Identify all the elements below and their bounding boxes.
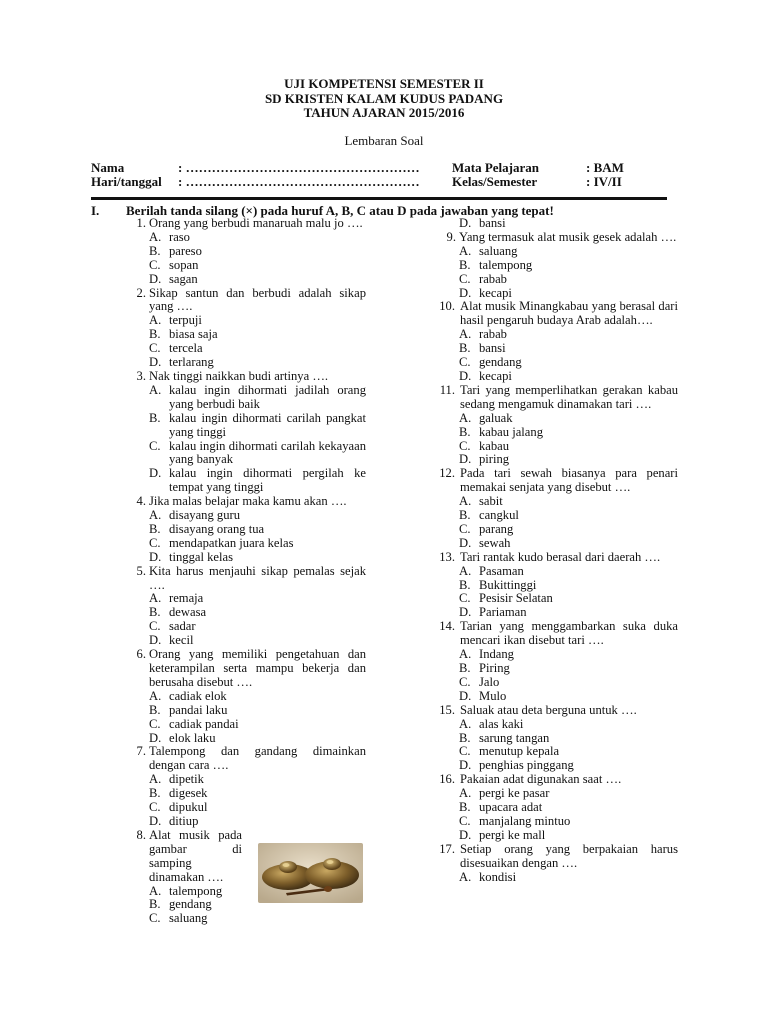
- option-letter: A.: [149, 382, 162, 397]
- question-text: Setiap orang yang berpakaian harus disesuaikan dengan ….: [460, 841, 678, 870]
- option[interactable]: [459, 648, 678, 662]
- section-instruction: Berilah tanda silang (×) pada huruf A, B, C atau D pada jawaban yang tepat!: [126, 203, 554, 218]
- hari-tanggal-label: Hari/tanggal: [91, 174, 162, 189]
- option-letter: A.: [459, 494, 472, 509]
- option-letter: C.: [459, 591, 471, 606]
- option[interactable]: [459, 342, 678, 356]
- question-text: Sikap santun dan berbudi adalah sikap yang ….: [149, 285, 366, 314]
- option[interactable]: [459, 509, 678, 523]
- option-text: pareso: [169, 243, 202, 258]
- option-letter: C.: [149, 800, 161, 815]
- option-text: saluang: [479, 243, 518, 258]
- option-text: kondisi: [479, 869, 517, 884]
- option[interactable]: [459, 606, 678, 620]
- option-letter: B.: [459, 257, 471, 272]
- option[interactable]: [459, 871, 678, 885]
- option-text: dipukul: [169, 800, 208, 815]
- option-letter: B.: [149, 702, 161, 717]
- option[interactable]: [149, 732, 366, 746]
- option[interactable]: [149, 273, 366, 287]
- option[interactable]: [459, 453, 678, 467]
- kelas-semester-value: : IV/II: [586, 174, 622, 189]
- option-letter: C.: [149, 257, 161, 272]
- option-letter: C.: [459, 355, 471, 370]
- question-number: 15.: [439, 702, 455, 717]
- option-letter: A.: [459, 716, 472, 731]
- option-letter: A.: [459, 563, 472, 578]
- option[interactable]: [459, 259, 678, 273]
- question-12: [436, 467, 678, 495]
- option[interactable]: [459, 815, 678, 829]
- option-text: talempong: [479, 257, 533, 272]
- option-text: kecapi: [479, 368, 512, 383]
- option-letter: D.: [149, 271, 162, 286]
- option-letter: A.: [459, 786, 472, 801]
- option[interactable]: [459, 759, 678, 773]
- option-text: talempong: [169, 883, 223, 898]
- question-4: [126, 495, 366, 509]
- option[interactable]: [149, 342, 366, 356]
- question-13: [436, 551, 678, 565]
- option-text: remaja: [169, 591, 204, 606]
- option[interactable]: [149, 231, 366, 245]
- option-letter: D.: [459, 216, 472, 230]
- question-number: 13.: [439, 549, 455, 564]
- option-text: pergi ke pasar: [479, 786, 550, 801]
- option-letter: A.: [459, 243, 472, 258]
- question-number: 4.: [136, 494, 146, 509]
- option-letter: A.: [149, 508, 162, 523]
- option-text: Bukittinggi: [479, 577, 537, 592]
- option[interactable]: [459, 217, 678, 231]
- option-letter: C.: [149, 911, 161, 926]
- option-letter: A.: [459, 410, 472, 425]
- option-text: biasa saja: [169, 327, 218, 342]
- option[interactable]: [149, 718, 366, 732]
- question-number: 3.: [136, 368, 146, 383]
- option-text: sagan: [169, 271, 198, 286]
- option[interactable]: [149, 467, 366, 495]
- option-letter: C.: [459, 438, 471, 453]
- option[interactable]: [149, 412, 366, 440]
- option-text: ditiup: [169, 813, 199, 828]
- question-number: 7.: [136, 744, 146, 759]
- option[interactable]: [149, 314, 366, 328]
- option-letter: A.: [149, 591, 162, 606]
- option-letter: A.: [149, 229, 162, 244]
- option-text: parang: [479, 521, 514, 536]
- option[interactable]: [149, 551, 366, 565]
- option-text: terlarang: [169, 355, 214, 370]
- option-text: piring: [479, 452, 510, 467]
- mata-pelajaran-value: : BAM: [586, 160, 624, 175]
- question-text: Pakaian adat digunakan saat ….: [460, 772, 622, 787]
- option-text: gendang: [169, 897, 212, 912]
- option-text: kalau ingin dihormati carilah kekayaan yang banyak: [169, 438, 366, 467]
- option[interactable]: [459, 690, 678, 704]
- option-text: Pesisir Selatan: [479, 591, 553, 606]
- question-6: [126, 648, 366, 690]
- option[interactable]: [149, 634, 366, 648]
- option[interactable]: [149, 773, 366, 787]
- option-text: kalau ingin dihormati pergilah ke tempat yang tinggi: [169, 466, 366, 495]
- option[interactable]: [459, 662, 678, 676]
- question-text: Kita harus menjauhi sikap pemalas sejak ….: [149, 563, 366, 592]
- option-letter: D.: [149, 730, 162, 745]
- question-number: 16.: [439, 772, 455, 787]
- option[interactable]: [149, 801, 366, 815]
- option-letter: B.: [459, 577, 471, 592]
- question-number: 10.: [439, 299, 455, 314]
- option[interactable]: [459, 579, 678, 593]
- option[interactable]: [459, 426, 678, 440]
- question-text: Talempong dan gandang dimainkan dengan cara ….: [149, 744, 366, 773]
- question-number: 5.: [136, 563, 146, 578]
- question-number: 14.: [439, 619, 455, 634]
- option-text: penghias pinggang: [479, 758, 574, 773]
- option-letter: A.: [149, 688, 162, 703]
- option-letter: D.: [459, 827, 472, 842]
- option-letter: A.: [149, 313, 162, 328]
- option[interactable]: [459, 592, 678, 606]
- option-text: Jalo: [479, 674, 500, 689]
- option-letter: B.: [149, 605, 161, 620]
- question-text: Tarian yang menggambarkan suka duka mencari ikan disebut tari ….: [460, 619, 678, 648]
- option-text: bansi: [479, 216, 506, 230]
- option-text: digesek: [169, 786, 208, 801]
- option[interactable]: [459, 732, 678, 746]
- mata-pelajaran-label: Mata Pelajaran: [452, 160, 540, 175]
- question-text: Yang termasuk alat musik gesek adalah ….: [459, 229, 677, 244]
- option[interactable]: [459, 287, 678, 301]
- question-5: [126, 565, 366, 593]
- option[interactable]: [149, 259, 366, 273]
- option[interactable]: [149, 328, 366, 342]
- option-text: cadiak elok: [169, 688, 227, 703]
- question-text: Alat musik Minangkabau yang berasal dari hasil pengaruh budaya Arab adalah….: [460, 299, 678, 328]
- question-text: Nak tinggi naikkan budi artinya ….: [149, 368, 329, 383]
- option[interactable]: [459, 787, 678, 801]
- option-letter: B.: [149, 243, 161, 258]
- option[interactable]: [459, 718, 678, 732]
- option[interactable]: [149, 245, 366, 259]
- option-text: pandai laku: [169, 702, 228, 717]
- option-text: terpuji: [169, 313, 202, 328]
- option[interactable]: [149, 690, 366, 704]
- question-14: [436, 620, 678, 648]
- option-letter: B.: [149, 327, 161, 342]
- option-text: Mulo: [479, 688, 507, 703]
- header-divider: [91, 197, 667, 200]
- hari-tanggal-field[interactable]: : ………………………………………………: [178, 174, 420, 189]
- exam-header: [0, 77, 768, 121]
- academic-year: TAHUN AJARAN 2015/2016: [303, 105, 465, 120]
- option-letter: B.: [459, 800, 471, 815]
- question-3: [126, 370, 366, 384]
- question-text: Orang yang memiliki pengetahuan dan keterampilan serta mampu bekerja dan berusaha disebut ….: [149, 647, 366, 689]
- option-text: kecil: [169, 633, 194, 648]
- option-letter: B.: [459, 424, 471, 439]
- option-text: menutup kepala: [479, 744, 560, 759]
- option-letter: C.: [459, 674, 471, 689]
- option[interactable]: [459, 829, 678, 843]
- option-letter: C.: [149, 341, 161, 356]
- question-number: 6.: [136, 647, 146, 662]
- option-text: upacara adat: [479, 800, 543, 815]
- question-text: Orang yang berbudi manaruah malu jo ….: [149, 216, 363, 230]
- option-letter: D.: [149, 813, 162, 828]
- option-text: tercela: [169, 341, 203, 356]
- option-letter: A.: [459, 327, 472, 342]
- option-text: disayang guru: [169, 508, 240, 523]
- option-letter: C.: [149, 535, 161, 550]
- question-text: Tari rantak kudo berasal dari daerah ….: [460, 549, 661, 564]
- option[interactable]: [459, 676, 678, 690]
- option-text: sewah: [479, 535, 511, 550]
- left-column: [126, 217, 366, 926]
- option[interactable]: [149, 606, 366, 620]
- question-10: [436, 300, 678, 328]
- option-text: dipetik: [169, 772, 204, 787]
- option-letter: D.: [149, 466, 162, 481]
- option-text: kalau ingin dihormati jadilah orang yang berbudi baik: [169, 382, 366, 411]
- question-number: 11.: [439, 382, 455, 397]
- option[interactable]: [149, 384, 366, 412]
- question-number: 1.: [136, 216, 146, 230]
- option[interactable]: [149, 509, 366, 523]
- option[interactable]: [459, 523, 678, 537]
- option-letter: A.: [149, 883, 162, 898]
- option[interactable]: [459, 356, 678, 370]
- option-letter: A.: [459, 869, 472, 884]
- option-text: cadiak pandai: [169, 716, 239, 731]
- talempong-image: [258, 843, 363, 903]
- option-letter: B.: [149, 786, 161, 801]
- option-letter: C.: [459, 744, 471, 759]
- option-text: sabit: [479, 494, 503, 509]
- question-text: Jika malas belajar maka kamu akan ….: [149, 494, 347, 509]
- option[interactable]: [459, 273, 678, 287]
- option-text: dewasa: [169, 605, 207, 620]
- option[interactable]: [459, 565, 678, 579]
- option-letter: C.: [149, 438, 161, 453]
- option-text: kabau jalang: [479, 424, 543, 439]
- question-number: 17.: [439, 841, 455, 856]
- exam-title: UJI KOMPETENSI SEMESTER II: [284, 76, 484, 91]
- option[interactable]: [149, 912, 366, 926]
- option-letter: B.: [149, 521, 161, 536]
- option[interactable]: [459, 245, 678, 259]
- question-text: Tari yang memperlihatkan gerakan kabau sedang mengamuk dinamakan tari ….: [460, 382, 678, 411]
- option-text: bansi: [479, 341, 506, 356]
- option-text: pergi ke mall: [479, 827, 546, 842]
- option-text: sarung tangan: [479, 730, 550, 745]
- option-letter: D.: [149, 633, 162, 648]
- right-column: [436, 217, 678, 885]
- option[interactable]: [459, 745, 678, 759]
- option[interactable]: [149, 356, 366, 370]
- option[interactable]: [459, 495, 678, 509]
- option-text: raso: [169, 229, 190, 244]
- question-9: [436, 231, 678, 245]
- option-letter: D.: [149, 355, 162, 370]
- option[interactable]: [459, 537, 678, 551]
- nama-field[interactable]: : ………………………………………………: [178, 160, 420, 175]
- option-letter: A.: [459, 647, 472, 662]
- option-text: mendapatkan juara kelas: [169, 535, 294, 550]
- question-number: 12.: [439, 466, 455, 481]
- option-letter: C.: [149, 619, 161, 634]
- option[interactable]: [149, 815, 366, 829]
- option[interactable]: [149, 787, 366, 801]
- option-text: disayang orang tua: [169, 521, 265, 536]
- option-letter: C.: [149, 716, 161, 731]
- option-text: gendang: [479, 355, 522, 370]
- option-letter: D.: [459, 535, 472, 550]
- question-2: [126, 287, 366, 315]
- option-text: Indang: [479, 647, 514, 662]
- option-letter: D.: [459, 368, 472, 383]
- option-text: saluang: [169, 911, 208, 926]
- option-letter: C.: [459, 813, 471, 828]
- option-letter: D.: [459, 285, 472, 300]
- option-letter: B.: [459, 508, 471, 523]
- question-1: [126, 217, 366, 231]
- school-name: SD KRISTEN KALAM KUDUS PADANG: [264, 90, 504, 106]
- question-16: [436, 773, 678, 787]
- question-text: Alat musik pada gambar di samping dinamakan ….: [149, 827, 242, 884]
- question-15: [436, 704, 678, 718]
- option-letter: B.: [459, 730, 471, 745]
- sheet-subtitle: Lembaran Soal: [344, 133, 424, 148]
- option-text: manjalang mintuo: [479, 813, 571, 828]
- option-letter: B.: [149, 410, 161, 425]
- option[interactable]: [149, 440, 366, 468]
- option-text: sadar: [169, 619, 196, 634]
- option-text: kecapi: [479, 285, 512, 300]
- question-7: [126, 745, 366, 773]
- option-text: Pariaman: [479, 605, 527, 620]
- option[interactable]: [459, 328, 678, 342]
- option-text: rabab: [479, 271, 507, 286]
- option[interactable]: [149, 592, 366, 606]
- question-17: [436, 843, 678, 871]
- question-11: [436, 384, 678, 412]
- option-letter: B.: [459, 661, 471, 675]
- option[interactable]: [459, 412, 678, 426]
- question-number: 9.: [446, 229, 456, 244]
- option-text: alas kaki: [479, 716, 524, 731]
- option-text: kalau ingin dihormati carilah pangkat yang tinggi: [169, 410, 366, 439]
- option-text: sopan: [169, 257, 199, 272]
- option-text: tinggal kelas: [169, 549, 234, 564]
- option-text: elok laku: [169, 730, 216, 745]
- option[interactable]: [149, 704, 366, 718]
- question-number: 2.: [136, 285, 146, 300]
- option[interactable]: [459, 801, 678, 815]
- option-letter: D.: [459, 688, 472, 703]
- option-letter: B.: [459, 341, 471, 356]
- option-letter: B.: [149, 897, 161, 912]
- option-letter: D.: [149, 549, 162, 564]
- question-number: 8.: [136, 827, 146, 842]
- nama-label: Nama: [91, 160, 125, 175]
- option-letter: D.: [459, 605, 472, 620]
- option[interactable]: [149, 620, 366, 634]
- option-letter: A.: [149, 772, 162, 787]
- kelas-semester-label: Kelas/Semester: [452, 174, 538, 189]
- option-letter: C.: [459, 521, 471, 536]
- question-text: Saluak atau deta berguna untuk ….: [460, 702, 637, 717]
- option-text: kabau: [479, 438, 510, 453]
- question-text: Pada tari sewah biasanya para penari memakai senjata yang disebut ….: [460, 466, 678, 495]
- option[interactable]: [149, 537, 366, 551]
- option[interactable]: [149, 523, 366, 537]
- option[interactable]: [459, 370, 678, 384]
- option-text: galuak: [479, 410, 513, 425]
- option-text: Pasaman: [479, 563, 524, 578]
- option-letter: D.: [459, 452, 472, 467]
- option-text: rabab: [479, 327, 507, 342]
- option-text: Piring: [479, 661, 510, 675]
- option-letter: D.: [459, 758, 472, 773]
- section-number: I.: [91, 203, 100, 218]
- option[interactable]: [459, 440, 678, 454]
- option-letter: C.: [459, 271, 471, 286]
- option-text: cangkul: [479, 508, 519, 523]
